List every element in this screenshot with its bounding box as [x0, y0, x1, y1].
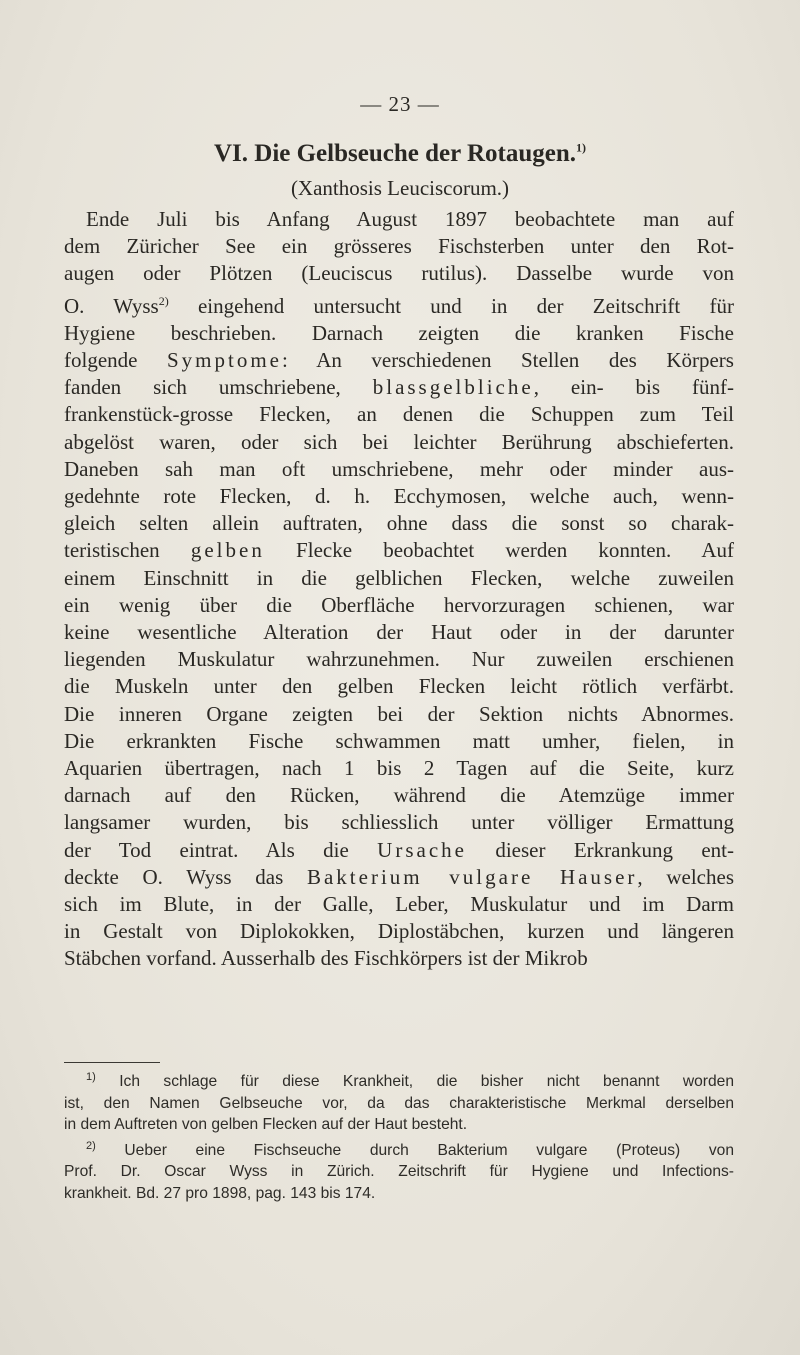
body-line: Daneben sah man oft umschriebene, mehr oder minder aus-	[64, 456, 734, 481]
footnote-mark: 2)	[86, 1139, 96, 1152]
body-line: teristischen gelben Flecke beobachtet werden konnten. Auf	[64, 538, 735, 563]
body-line: Hygiene beschrieben. Darnach zeigten die kranken Fische	[64, 320, 734, 345]
body-line: ein wenig über die Oberfläche hervorzuragen schienen, war	[64, 592, 734, 617]
footnote-line: Prof. Dr. Oscar Wyss in Zürich. Zeitschrift für Hygiene und Infections-	[64, 1163, 734, 1181]
body-line: in Gestalt von Diplokokken, Diplostäbchen, kurzen und längeren	[64, 919, 734, 944]
body-line: dem Züricher See ein grösseres Fischsterben unter den Rot-	[64, 234, 734, 259]
body-line: einem Einschnitt in die gelblichen Flecken, welche zuweilen	[64, 565, 734, 590]
body-line: gleich selten allein auftraten, ohne dass die sonst so charak-	[64, 511, 734, 536]
body-line: der Tod eintrat. Als die Ursache dieser Erkrankung ent-	[64, 837, 734, 862]
footnote-separator	[64, 1062, 160, 1063]
body-line: fanden sich umschriebene, blassgelbliche, ein- bis fünf-	[64, 375, 734, 400]
body-line: langsamer wurden, bis schliesslich unter völliger Ermattung	[64, 810, 734, 835]
spaced-emphasis: Bakterium vulgare Hauser	[306, 864, 638, 889]
footnote-ref-1: 1)	[576, 140, 587, 155]
body-line: Die inneren Organe zeigten bei der Sektion nichts Abnormes.	[64, 701, 734, 726]
footnote-mark: 1)	[86, 1071, 96, 1083]
body-line: frankenstück-grosse Flecken, an denen die Schuppen zum Teil	[64, 402, 734, 427]
body-line: liegenden Muskulatur wahrzunehmen. Nur zuweilen erschienen	[64, 647, 734, 672]
footnote-line: $^{1)}$ Ich schlage für diese Krankheit, die bisher nicht benannt worden	[86, 1071, 734, 1091]
body-line: Stäbchen vorfand. Ausserhalb des Fischkörpers ist der Mikrob	[64, 946, 588, 971]
body-line: Aquarien übertragen, nach 1 bis 2 Tagen auf die Seite, kurz	[64, 756, 734, 781]
footnote-line: $^{2)}$ Ueber eine Fischseuche durch Bakterium vulgare (Proteus) von	[86, 1139, 734, 1159]
body-line: die Muskeln unter den gelben Flecken leicht rötlich verfärbt.	[64, 674, 734, 699]
body-line: darnach auf den Rücken, während die Atemzüge immer	[64, 783, 734, 808]
footnote-ref-2: 2)	[158, 293, 169, 308]
chapter-title-text: VI. Die Gelbseuche der Rotaugen.	[213, 140, 577, 167]
body-line: augen oder Plötzen (Leuciscus rutilus). Dasselbe wurde von	[64, 261, 734, 286]
footnote-line: ist, den Namen Gelbseuche vor, da das charakteristische Merkmal derselben	[64, 1094, 734, 1112]
body-line: keine wesentliche Alteration der Haut oder in der darunter	[64, 620, 734, 645]
body-line: Ende Juli bis Anfang August 1897 beobachtete man auf	[86, 207, 734, 231]
body-line: deckte O. Wyss das Bakterium vulgare Hauser, welches	[64, 864, 734, 889]
footnote-line: in dem Auftreten von gelben Flecken auf der Haut besteht.	[64, 1116, 468, 1134]
chapter-title	[70, 140, 730, 168]
body-line: sich im Blute, in der Galle, Leber, Muskulatur und im Darm	[64, 892, 734, 917]
body-line: Die erkrankten Fische schwammen matt umher, fielen, in	[64, 728, 734, 753]
spaced-emphasis: Symptome	[166, 348, 282, 373]
spaced-emphasis: gelben	[190, 538, 265, 563]
body-text	[64, 206, 734, 973]
footnotes	[64, 1067, 734, 1204]
body-line: O. Wyss$^{2)}$ eingehend untersucht und in der Zeitschrift für	[64, 293, 734, 318]
spaced-emphasis: blassgelbliche	[372, 375, 534, 400]
footnote-line: krankheit. Bd. 27 pro 1898, pag. 143 bis 174.	[64, 1184, 376, 1202]
chapter-subtitle: (Xanthosis Leuciscorum.)	[290, 176, 510, 200]
body-line: abgelöst waren, oder sich bei leichter Berührung abschieferten.	[64, 429, 734, 454]
page-number: — 23 —	[360, 92, 440, 116]
body-line: folgende Symptome: An verschiedenen Stellen des Körpers	[64, 348, 734, 373]
spaced-emphasis: Ursache	[377, 837, 467, 862]
body-line: gedehnte rote Flecken, d. h. Ecchymosen, welche auch, wenn-	[64, 484, 734, 509]
